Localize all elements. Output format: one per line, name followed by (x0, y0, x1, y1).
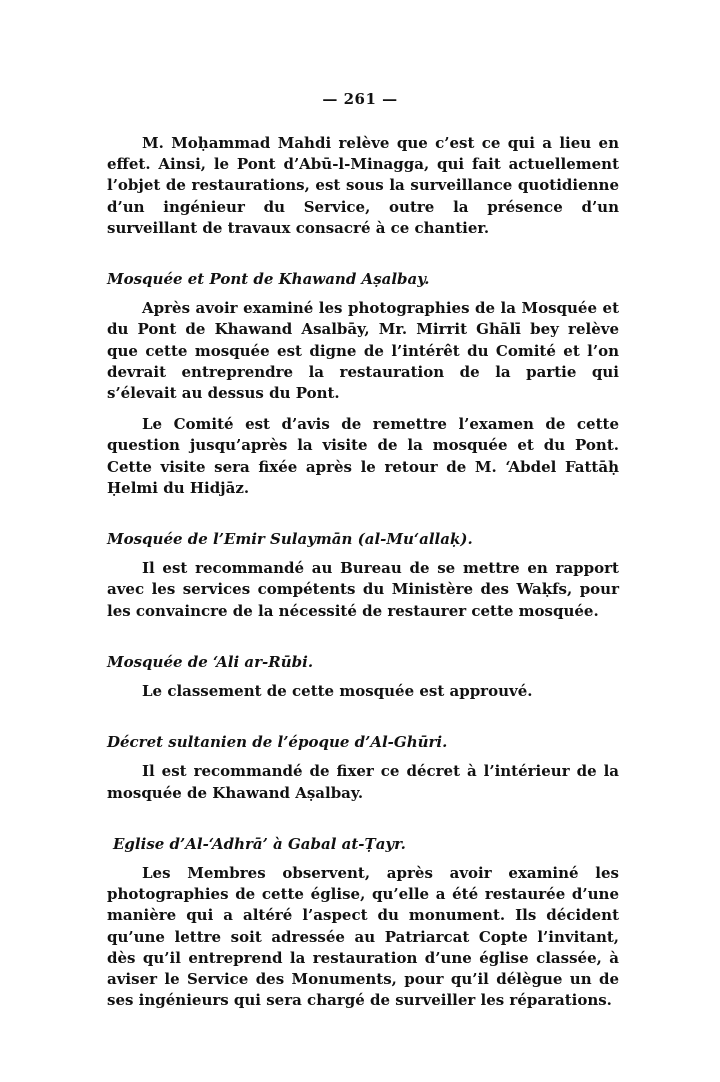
paragraph: Il est recommandé de fixer ce décret à l’intérieur de la mosquée de Khawand Aṣalbay. (107, 762, 619, 802)
page-number: — 261 — (322, 90, 398, 108)
page-body (107, 133, 619, 1012)
paragraph: Après avoir examiné les photographies de la Mosquée et du Pont de Khawand Asalbāy, Mr. Mirrit Ghālī bey relève que cette mosquée est digne de l’intérêt du Comité et l’on devrait entreprendre la restauration de la partie qui s’élevait au dessus du Pont. (107, 299, 619, 403)
paragraph: Le classement de cette mosquée est approuvé. (142, 682, 533, 701)
section-heading: Eglise d’Al-‘Adhrā’ à Gabal at-Ṭayr. (113, 834, 406, 853)
section-heading: Mosquée et Pont de Khawand Aṣalbay. (107, 270, 430, 289)
section-heading: Décret sultanien de l’époque d’Al-Ghūri. (107, 733, 448, 752)
section-heading: Mosquée de ‘Ali ar-Rūbi. (107, 652, 314, 671)
paragraph: Les Membres observent, après avoir examiné les photographies de cette église, qu’elle a été restaurée d’une manière qui a altéré l’aspect du monument. Ils décident qu’une lettre soit adressée au Patriarcat Copte l’invitant, dès qu’il entreprend la restauration d’une église classée, à aviser le Service des Monuments, pour qu’il délègue un de ses ingénieurs qui sera chargé de surveiller les réparations. (107, 864, 619, 1010)
paragraph: M. Moḥammad Mahdi relève que c’est ce qui a lieu en effet. Ainsi, le Pont d’Abū-l-Minagga, qui fait actuellement l’objet de restaurations, est sous la surveillance quotidienne d’un ingénieur du Service, outre la présence d’un surveillant de travaux consacré à ce chantier. (107, 134, 619, 237)
paragraph: Le Comité est d’avis de remettre l’examen de cette question jusqu’après la visite de la mosquée et du Pont. Cette visite sera fixée après le retour de M. ‘Abdel Fattāḥ Ḥelmi du Hidjāz. (107, 415, 619, 497)
section-heading: Mosquée de l’Emir Sulaymān (al-Mu‘allaḳ). (107, 530, 473, 549)
paragraph-gap (107, 404, 619, 414)
paragraph: Il est recommandé au Bureau de se mettre en rapport avec les services compétents du Ministère des Waḳfs, pour les convaincre de la nécessité de restaurer cette mosquée. (107, 559, 619, 620)
